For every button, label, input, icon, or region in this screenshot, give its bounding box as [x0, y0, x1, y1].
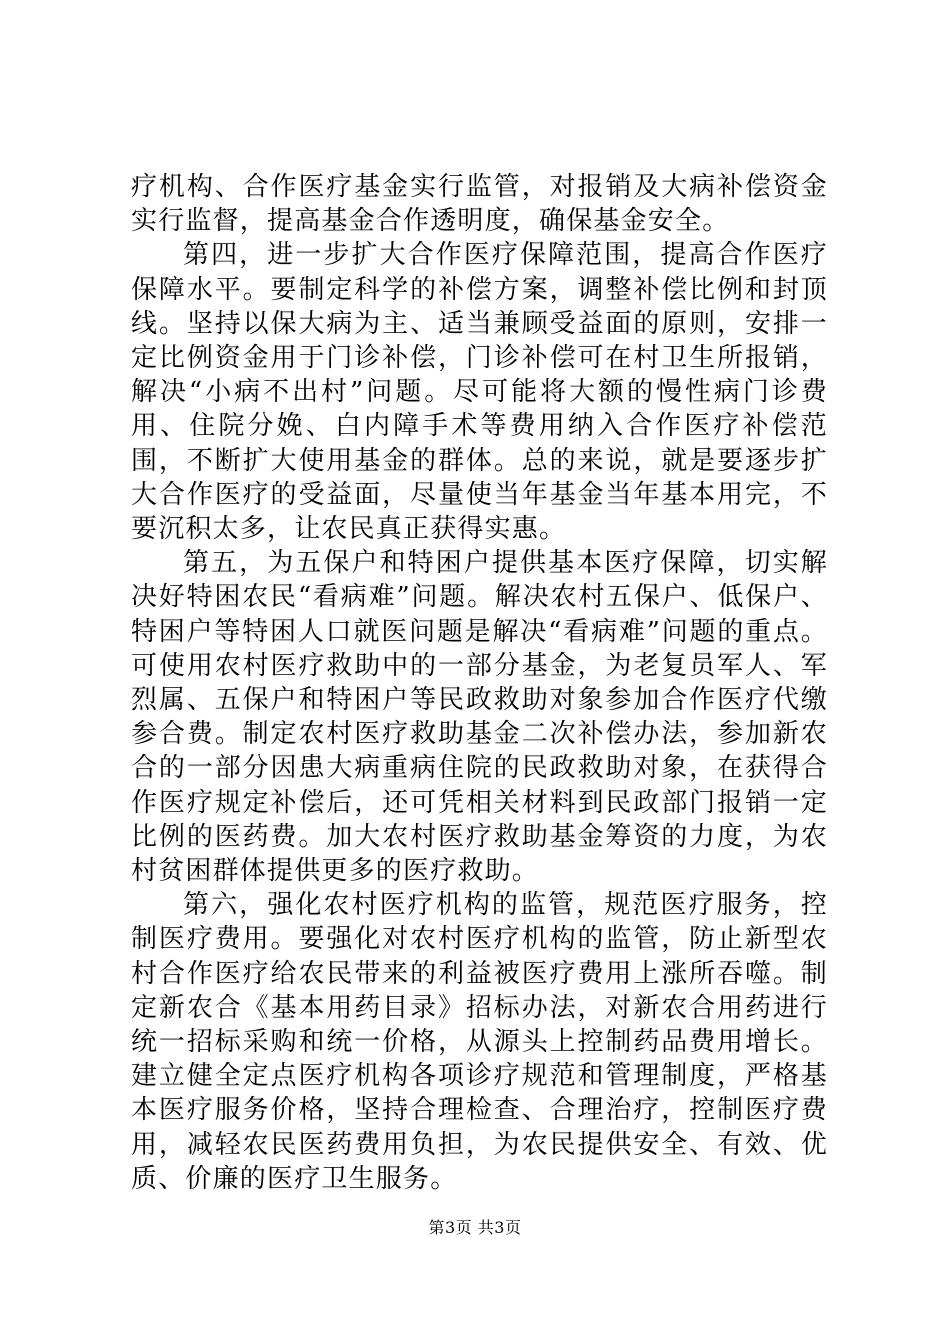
paragraph-fourth: 第四，进一步扩大合作医疗保障范围，提高合作医疗保障水平。要制定科学的补偿方案，调整补偿比例和封顶线。坚持以保大病为主、适当兼顾受益面的原则，安排一定比例资金用于门诊补偿，门诊补偿可在村卫生所报销，解决“小病不出村”问题。尽可能将大额的慢性病门诊费用、住院分娩、白内障手术等费用纳入合作医疗补偿范围，不断扩大使用基金的群体。总的来说，就是要逐步扩大合作医疗的受益面，尽量使当年基金当年基本用完，不要沉积太多，让农民真正获得实惠。	[131, 240, 828, 545]
paragraph-fifth: 第五，为五保户和特困户提供基本医疗保障，切实解决好特困农民“看病难”问题。解决农村五保户、低保户、特困户等特困人口就医问题是解决“看病难”问题的重点。可使用农村医疗救助中的一部分基金，为老复员军人、军烈属、五保户和特困户等民政救助对象参加合作医疗代缴参合费。制定农村医疗救助基金二次补偿办法，参加新农合的一部分因患大病重病住院的民政救助对象，在获得合作医疗规定补偿后，还可凭相关材料到民政部门报销一定比例的医药费。加大农村医疗救助基金筹资的力度，为农村贫困群体提供更多的医疗救助。	[131, 548, 828, 887]
paragraph-sixth: 第六，强化农村医疗机构的监管，规范医疗服务，控制医疗费用。要强化对农村医疗机构的监管，防止新型农村合作医疗给农民带来的利益被医疗费用上涨所吞噬。制定新农合《基本用药目录》招标办法，对新农合用药进行统一招标采购和统一价格，从源头上控制药品费用增长。建立健全定点医疗机构各项诊疗规范和管理制度，严格基本医疗服务价格，坚持合理检查、合理治疗，控制医疗费用，减轻农民医药费用负担，为农民提供安全、有效、优质、价廉的医疗卫生服务。	[131, 890, 828, 1194]
document-body	[131, 170, 828, 1196]
paragraph-continuation: 疗机构、合作医疗基金实行监管，对报销及大病补偿资金实行监督，提高基金合作透明度，确保基金安全。	[131, 172, 828, 237]
page-number-footer: 第3页 共3页	[428, 1218, 522, 1237]
